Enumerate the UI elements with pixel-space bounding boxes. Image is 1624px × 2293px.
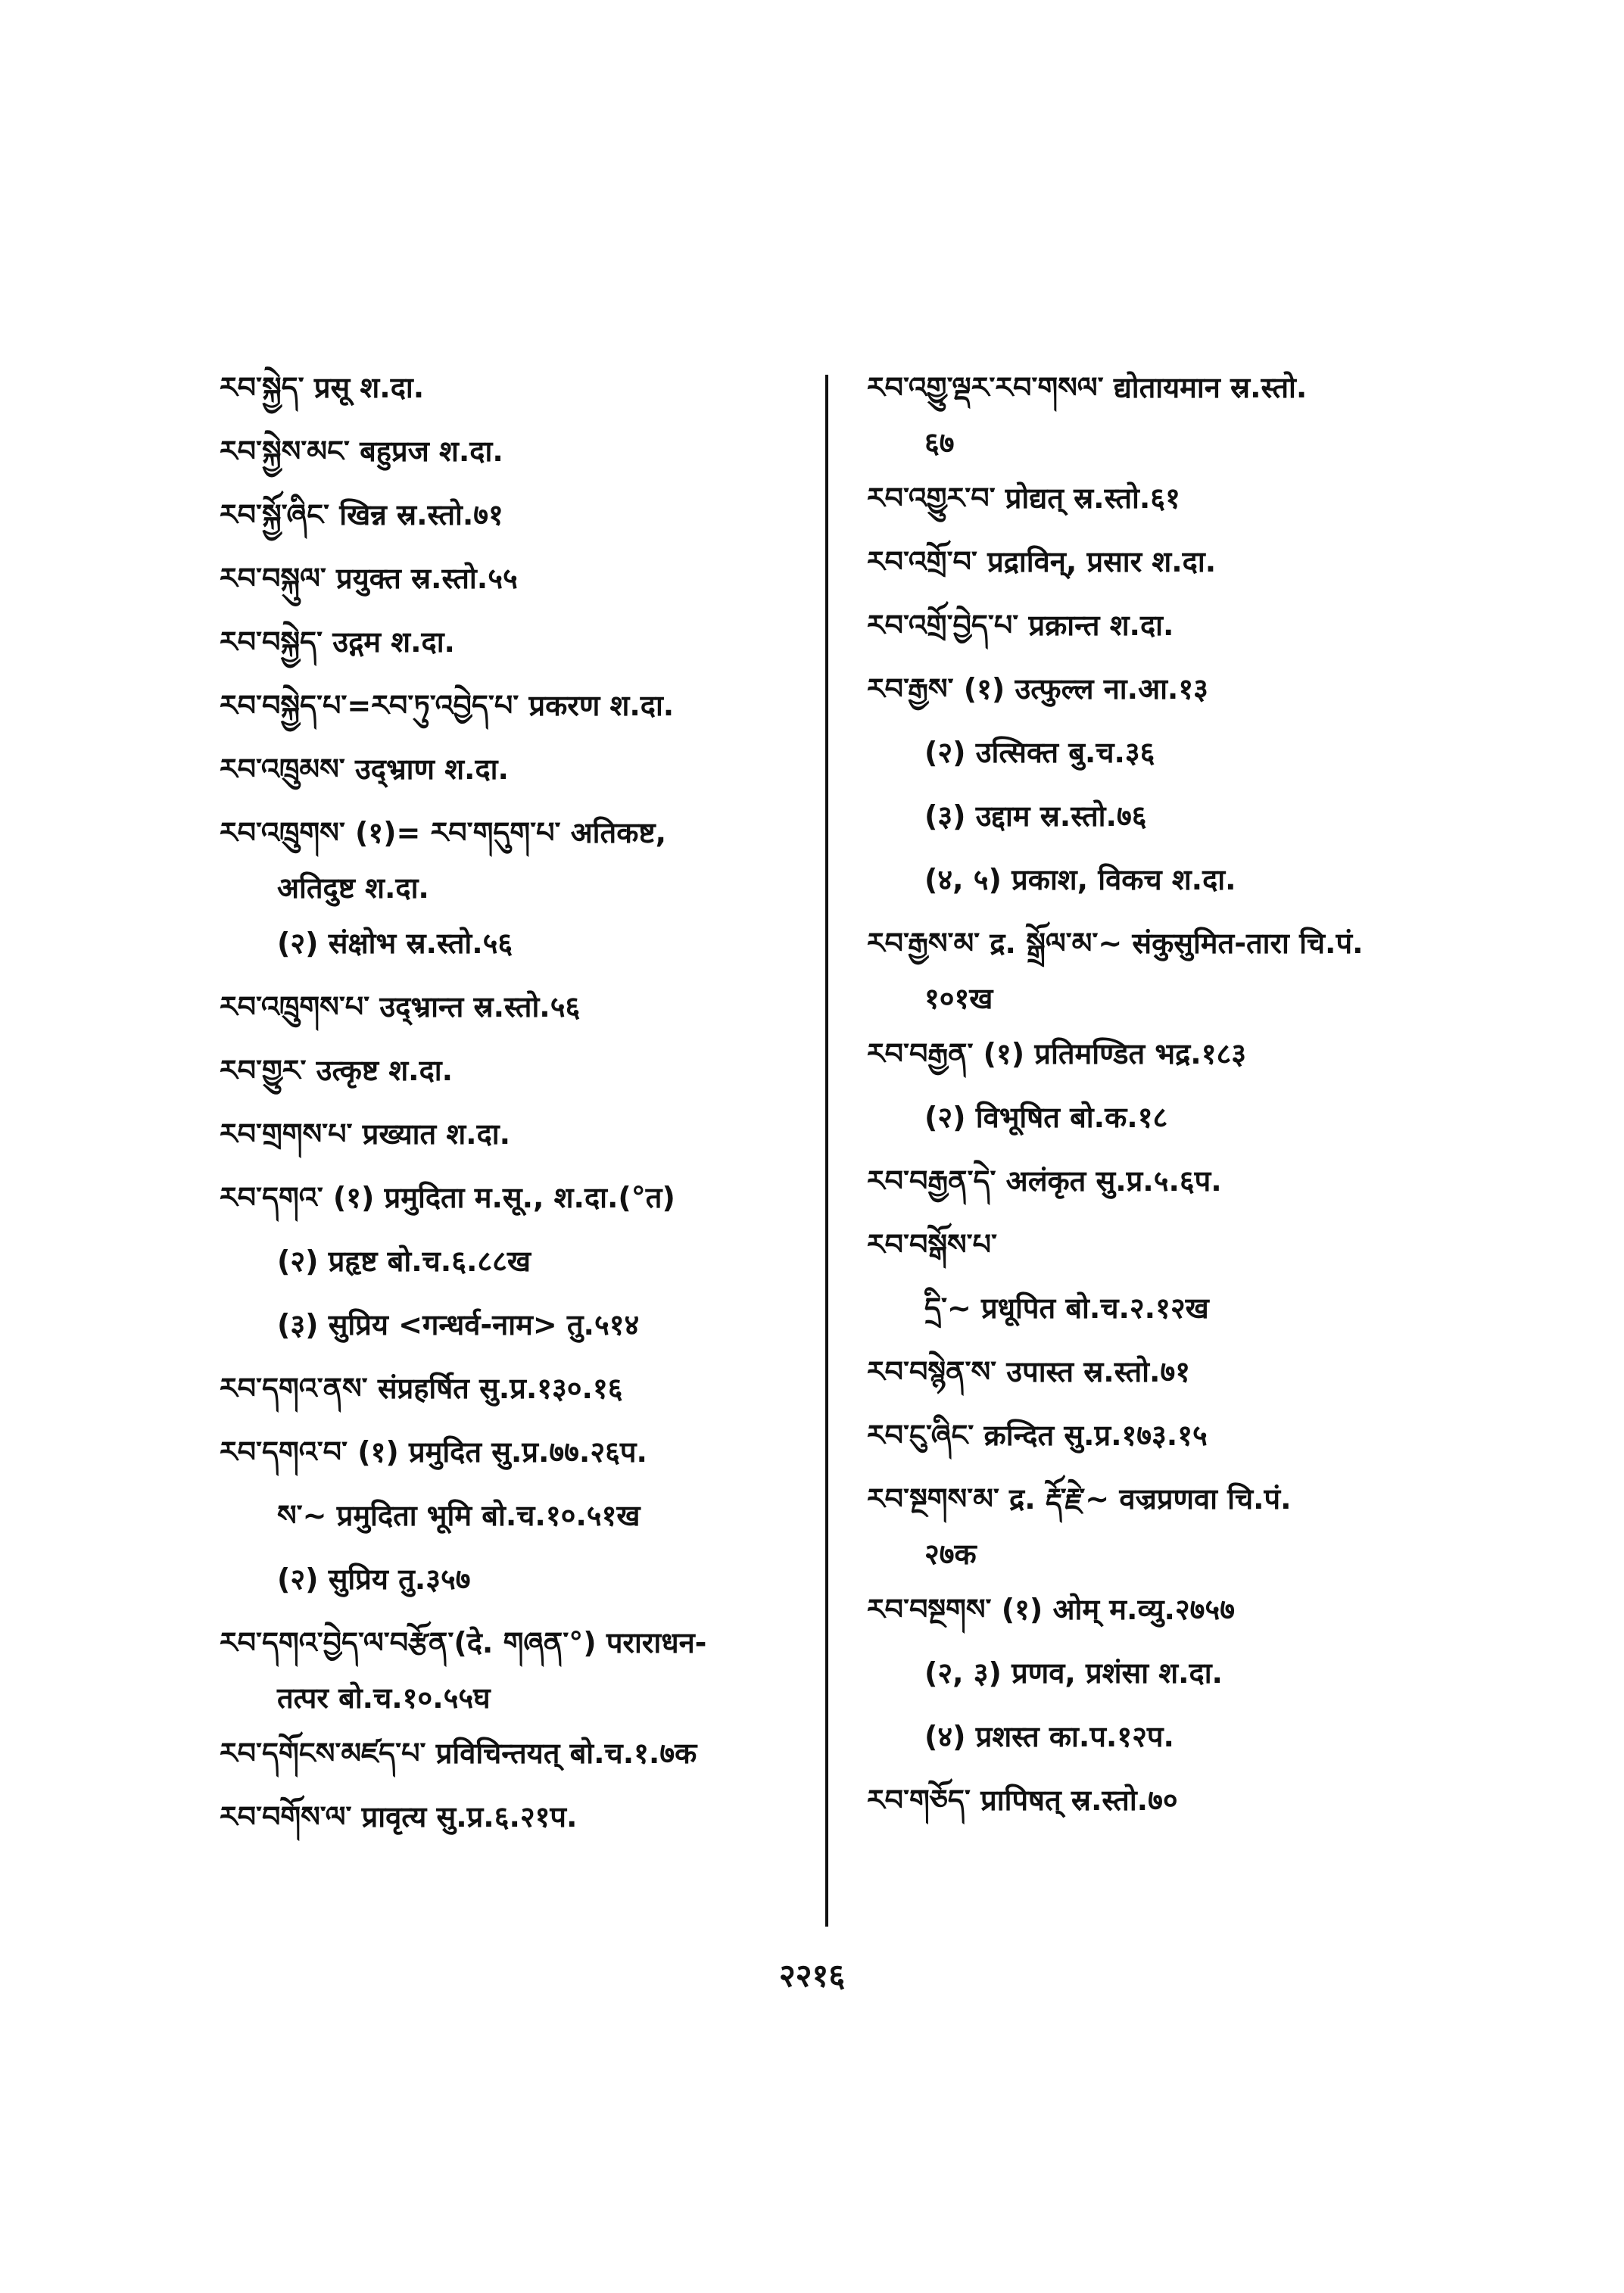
dictionary-entry: རབ་འཁྲུམས་ उद्भ्राण श.दा.	[220, 752, 509, 786]
entry-continuation: ६७	[924, 426, 955, 460]
entry-sense: དྲི་~ प्रधूपित बो.च.२.१२ख	[924, 1291, 1209, 1325]
entry-sense: (२) सुप्रिय तु.३५७	[277, 1562, 471, 1596]
dictionary-entry: རབ་གྲགས་པ་ प्रख्यात श.दा.	[220, 1117, 511, 1151]
dictionary-entry: རབ་དགའ་བྱེད་ལ་བརྩོན་(दे. གཞན་°) पराराधन-	[220, 1626, 707, 1659]
dictionary-entry: རབ་དགོངས་མཛད་པ་ प्रविचिन्तयत् बो.च.१.७क	[220, 1737, 697, 1770]
dictionary-entry: རབ་སྐྱེས་མང་ बहुप्रज श.दा.	[220, 435, 503, 468]
dictionary-entry: རབ་འགྲོ་བྱེད་པ་ प्रक्रान्त श.दा.	[867, 609, 1174, 642]
entry-sense: (४, ५) प्रकाश, विकच श.दा.	[924, 863, 1236, 896]
dictionary-entry: རབ་བསྒོས་པ་	[867, 1228, 997, 1261]
entry-continuation: अतिदुष्ट श.दा.	[277, 871, 429, 905]
dictionary-entry: རབ་དགའ་ (१) प्रमुदिता म.सू., श.दा.(°त)	[220, 1181, 675, 1214]
dictionary-entry: རབ་སྐྱེད་ प्रसू श.दा.	[220, 371, 425, 404]
dictionary-entry: རབ་བརྒྱན་དེ་ अलंकृत सु.प्र.५.६प.	[867, 1164, 1222, 1198]
dictionary-entry: རབ་བརྒྱན་ (१) प्रतिमण्डित भद्र.१८३	[867, 1037, 1246, 1070]
right-column	[867, 356, 1465, 1832]
dictionary-entry: རབ་བསྔགས་ (१) ओम् म.व्यु.२७५७	[867, 1593, 1235, 1626]
entry-continuation: २७क	[924, 1537, 977, 1571]
dictionary-entry: རབ་བགོས་ལ་ प्रावृत्य सु.प्र.६.२१प.	[220, 1800, 578, 1833]
dictionary-entry: རབ་འགྱུ་ལྡར་རབ་གསལ་ द्योतायमान स्र.स्तो.	[867, 371, 1308, 404]
dictionary-entry: རབ་བསྐུལ་ प्रयुक्त स्र.स्तो.५५	[220, 562, 518, 595]
dictionary-entry: རབ་དགའ་ནས་ संप्रहर्षित सु.प्र.१३०.१६	[220, 1372, 623, 1405]
dictionary-entry: རབ་རྒྱས་ (१) उत्फुल्ल ना.आ.१३	[867, 672, 1208, 706]
dictionary-entry: རབ་འགྲོ་བ་ प्रद्राविन्, प्रसार श.दा.	[867, 545, 1217, 578]
page-number: २२१६	[778, 1957, 846, 1994]
entry-sense: (२) प्रहृष्ट बो.च.६.८८ख	[277, 1245, 531, 1278]
dictionary-entry: རབ་ངུ་ཞིང་ क्रन्दित सु.प्र.१७३.१५	[867, 1419, 1208, 1452]
entry-sense: (४) प्रशस्त का.प.१२प.	[924, 1720, 1174, 1753]
dictionary-entry: རབ་བསྙེན་ས་ उपास्त स्र.स्तो.७१	[867, 1355, 1190, 1388]
dictionary-entry: རབ་རྒྱས་མ་ द्र. སྒྲོལ་མ་~ संकुसुमित-तारा चि.पं.	[867, 927, 1364, 960]
dictionary-entry: རབ་གྱུར་ उत्कृष्ट श.दा.	[220, 1054, 454, 1087]
entry-sense: ས་~ प्रमुदिता भूमि बो.च.१०.५१ख	[277, 1499, 641, 1532]
dictionary-entry: རབ་འཁྲུགས་ (१)= རབ་གདུག་པ་ अतिकष्ट,	[220, 816, 666, 849]
dictionary-entry: རབ་སྐྱོ་ཞིང་ खिन्न स्र.स्तो.७१	[220, 498, 503, 531]
entry-sense: (३) उद्दाम स्र.स्तो.७६	[924, 799, 1147, 833]
dictionary-entry: རབ་བསྐྱེད་ उद्गम श.दा.	[220, 625, 455, 659]
dictionary-entry: རབ་གཅོད་ प्रापिषत् स्र.स्तो.७०	[867, 1784, 1178, 1817]
dictionary-entry: རབ་བསྐྱེད་པ་=རབ་ཏུ་འབྱེད་པ་ प्रकरण श.दा.	[220, 689, 675, 722]
dictionary-entry: རབ་དགའ་བ་ (१) प्रमुदित सु.प्र.७७.२६प.	[220, 1435, 647, 1469]
dictionary-entry: རབ་སྔགས་མ་ द्र. རྡོ་རྗེ་~ वज्रप्रणवा चि.पं.	[867, 1482, 1292, 1516]
entry-sense: (२) संक्षोभ स्र.स्तो.५६	[277, 927, 513, 960]
entry-continuation: तत्पर बो.च.१०.५५घ	[277, 1681, 491, 1715]
entry-sense: (२, ३) प्रणव, प्रशंसा श.दा.	[924, 1656, 1223, 1690]
column-divider	[825, 375, 828, 1927]
entry-sense: (३) सुप्रिय <गन्धर्व-नाम> तु.५१४	[277, 1308, 640, 1341]
entry-sense: (२) विभूषित बो.क.१८	[924, 1101, 1168, 1134]
left-column	[220, 356, 810, 1849]
dictionary-entry: རབ་འགྱུར་བ་ प्रोद्यत् स्र.स्तो.६१	[867, 481, 1180, 515]
dictionary-entry: རབ་འཁྲུགས་པ་ उद्भ्रान्त स्र.स्तो.५६	[220, 990, 581, 1023]
entry-continuation: १०१ख	[924, 982, 993, 1015]
entry-sense: (२) उत्सिक्त बु.च.३६	[924, 736, 1155, 769]
